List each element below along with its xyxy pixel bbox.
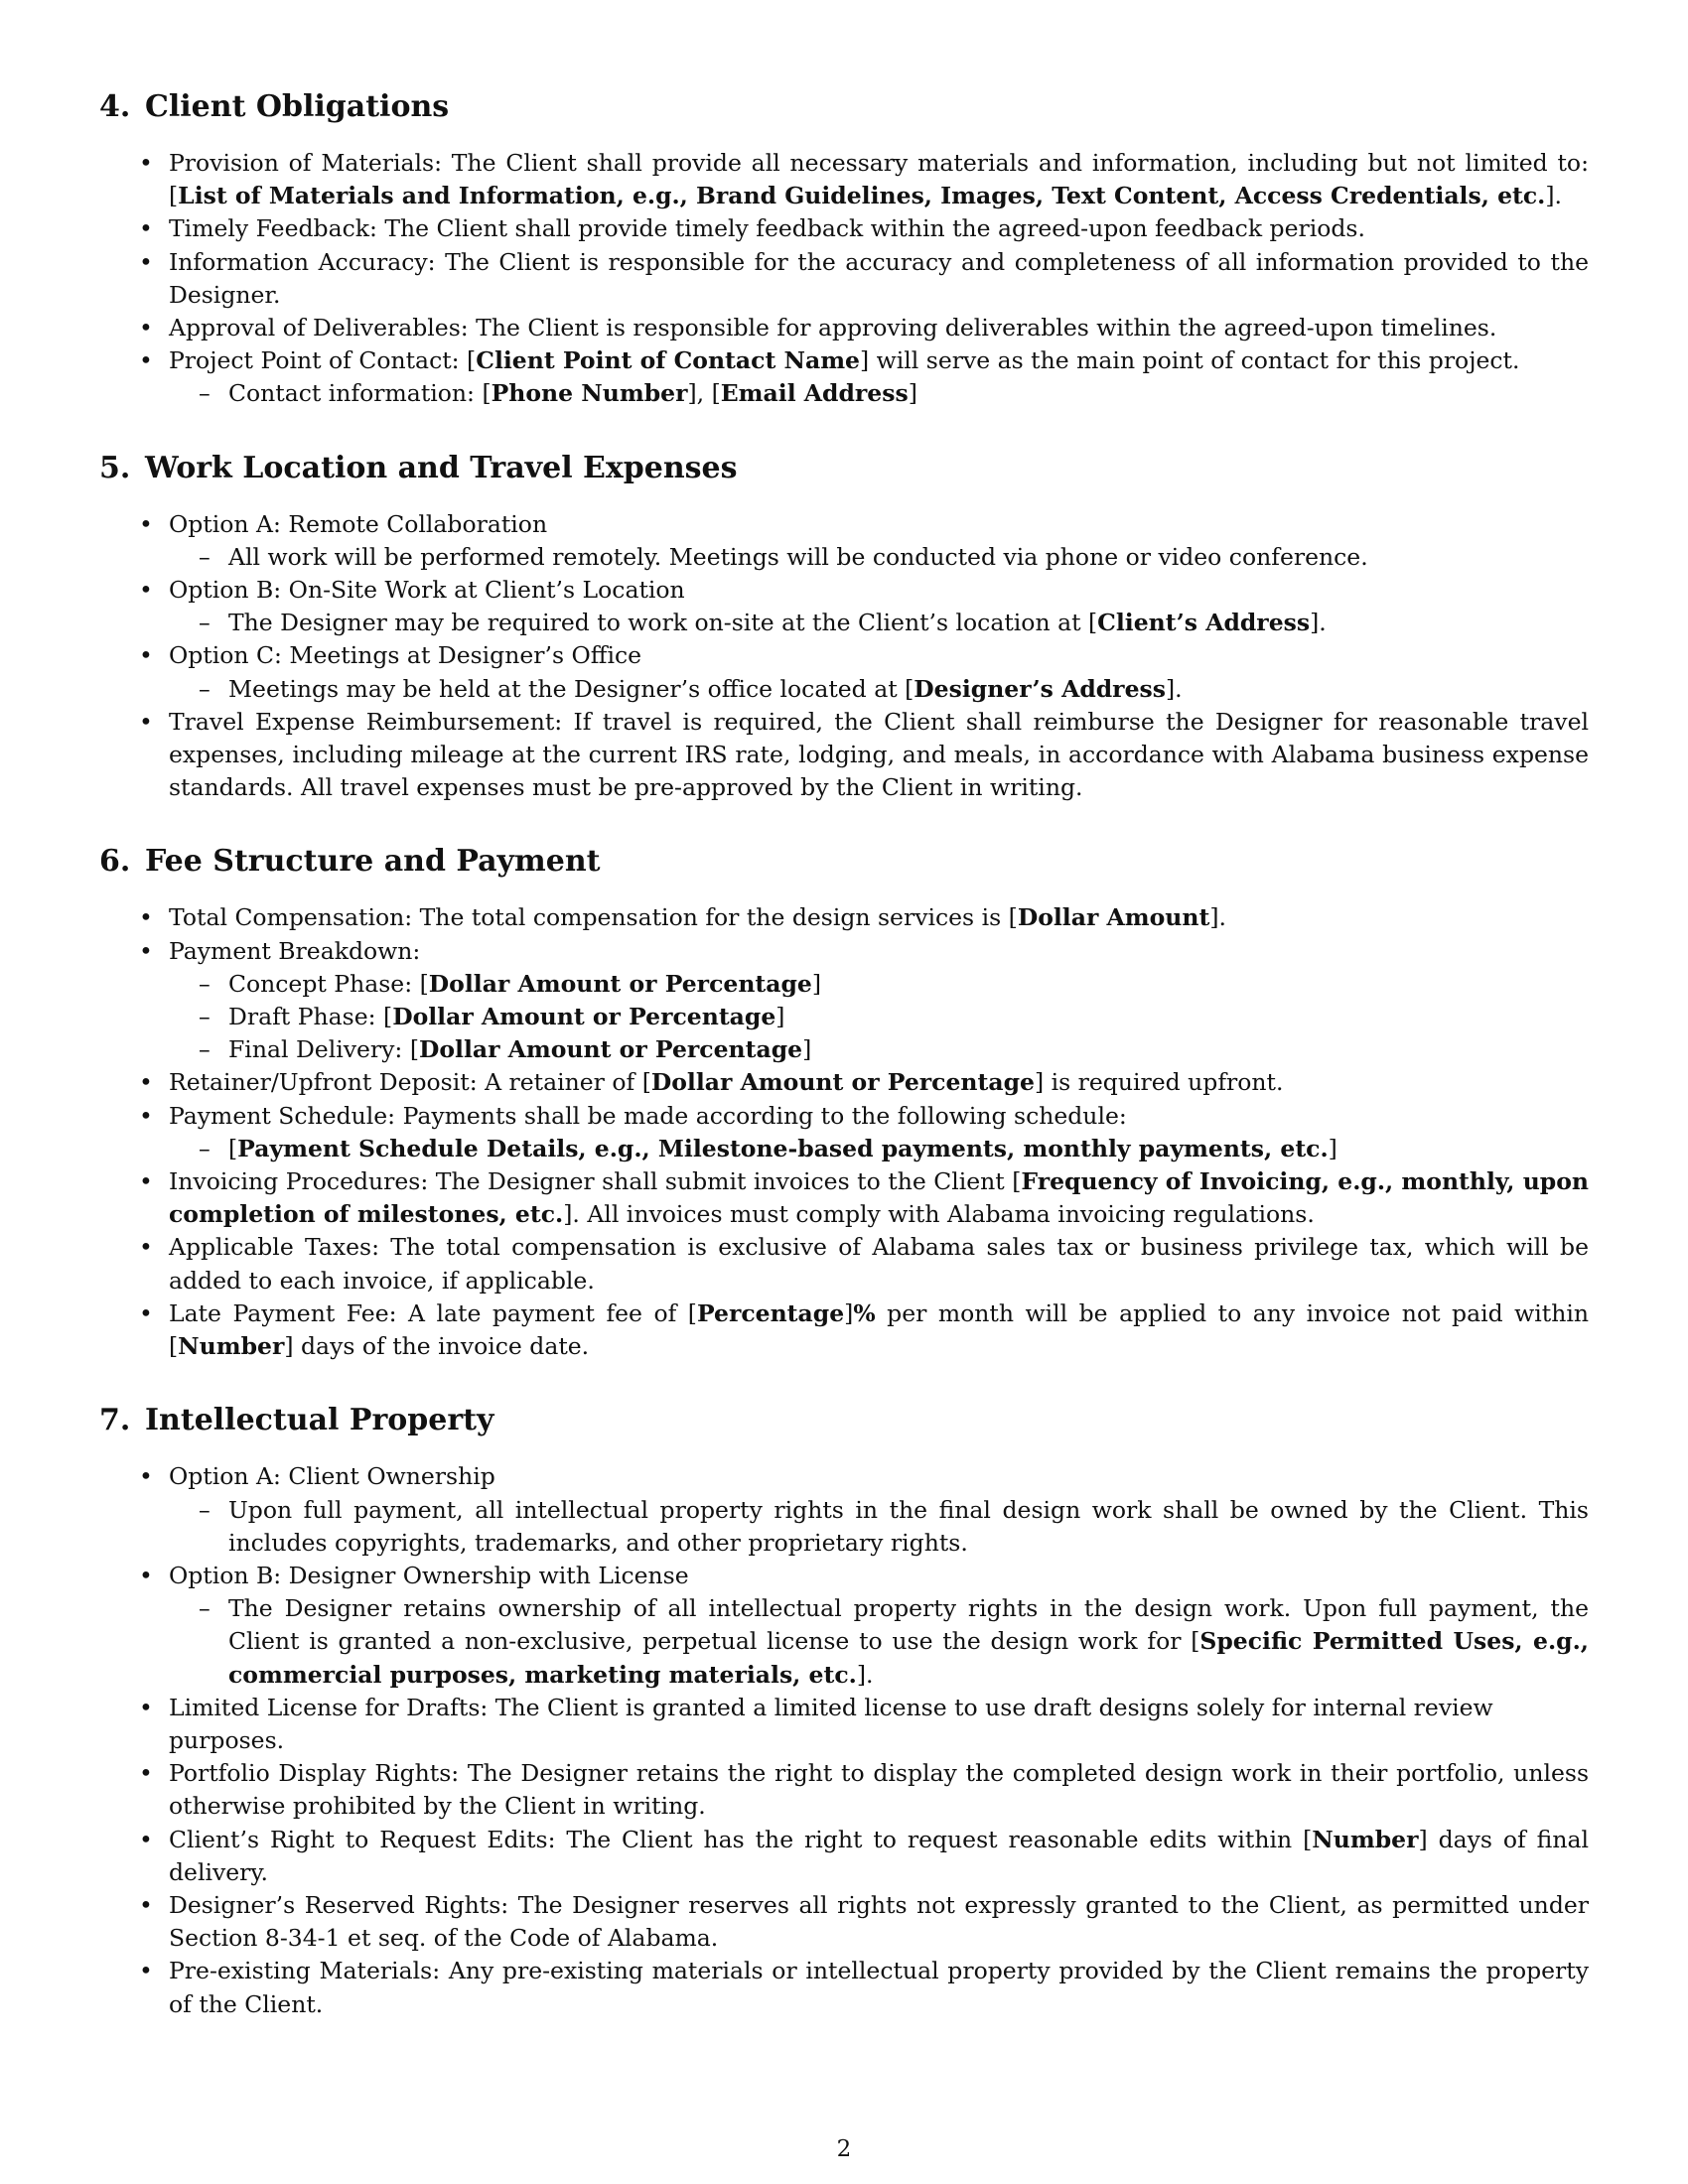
list-item: • Travel Expense Reimbursement: If travel is required, the Client shall reimburse the Designer for reasonable travel expenses, including mileage at the current IRS rate, lodging, and meals, in accordance with Alabama business expense standards. All travel expenses must be pre-approved by the Client in writing. [99,706,1589,805]
list-item: • Invoicing Procedures: The Designer shall submit invoices to the Client [Frequency of Invoicing, e.g., monthly, upon completion of milestones, etc.]. All invoices must comply with Alabama invoicing regulations. [99,1165,1589,1231]
sub-list [169,968,1589,1067]
sub-list-item: – Draft Phase: [Dollar Amount or Percentage] [169,1001,1589,1033]
sub-list-item: – The Designer may be required to work on-site at the Client’s location at [Client’s Address]. [169,607,1589,639]
sub-list [169,377,1589,410]
section-intellectual-property [99,1401,1589,2020]
sub-list-item: – Final Delivery: [Dollar Amount or Percentage] [169,1033,1589,1066]
list-item: • Retainer/Upfront Deposit: A retainer of [Dollar Amount or Percentage] is required upfront. [99,1066,1589,1099]
sub-list-item: – Concept Phase: [Dollar Amount or Percentage] [169,968,1589,1001]
section-work-location [99,449,1589,805]
sub-list [169,673,1589,706]
list-item: • Option B: On-Site Work at Client’s Location – The Designer may be required to work on-site at the Client’s location at [Client’s Address]. [99,574,1589,639]
list-item: • Pre-existing Materials: Any pre-existing materials or intellectual property provided by the Client remains the property of the Client. [99,1955,1589,2020]
sub-list-item: – All work will be performed remotely. Meetings will be conducted via phone or video conference. [169,541,1589,574]
section-heading: 7. Intellectual Property [99,1403,494,1438]
list-item: • Applicable Taxes: The total compensation is exclusive of Alabama sales tax or business privilege tax, which will be added to each invoice, if applicable. [99,1231,1589,1297]
page-number: 2 [836,2136,852,2162]
sub-list-item: – Contact information: [Phone Number], [Email Address] [169,377,1589,410]
list-item: • Project Point of Contact: [Client Point of Contact Name] will serve as the main point of contact for this project. – Contact information: [Phone Number], [Email Address] [99,344,1589,410]
bullet-list [99,147,1589,411]
list-item: • Approval of Deliverables: The Client is responsible for approving deliverables within the agreed-upon timelines. [99,312,1589,344]
sub-list [169,1133,1589,1165]
sub-list-item: – Meetings may be held at the Designer’s office located at [Designer’s Address]. [169,673,1589,706]
bullet-list [99,508,1589,805]
bullet-list [99,1460,1589,2020]
sub-list [169,541,1589,574]
list-item: • Late Payment Fee: A late payment fee of [Percentage]% per month will be applied to any invoice not paid within [Number] days of the invoice date. [99,1297,1589,1363]
section-heading: 6. Fee Structure and Payment [99,844,601,880]
list-item: • Limited License for Drafts: The Client is granted a limited license to use draft designs solely for internal review purposes. [99,1692,1589,1757]
sub-list [169,1494,1589,1560]
sub-list [169,1592,1589,1692]
list-item: • Portfolio Display Rights: The Designer retains the right to display the completed design work in their portfolio, unless otherwise prohibited by the Client in writing. [99,1757,1589,1823]
list-item: • Information Accuracy: The Client is responsible for the accuracy and completeness of all information provided to the Designer. [99,246,1589,312]
list-item: • Option C: Meetings at Designer’s Office – Meetings may be held at the Designer’s office located at [Designer’s Address]. [99,639,1589,705]
list-item: • Total Compensation: The total compensation for the design services is [Dollar Amount]. [99,901,1589,934]
sub-list-item: – [Payment Schedule Details, e.g., Milestone-based payments, monthly payments, etc.] [169,1133,1589,1165]
list-item: • Designer’s Reserved Rights: The Designer reserves all rights not expressly granted to the Client, as permitted under Section 8-34-1 et seq. of the Code of Alabama. [99,1889,1589,1955]
sub-list-item: – The Designer retains ownership of all intellectual property rights in the design work. Upon full payment, the Client is granted a non-exclusive, perpetual license to use the design work for [Specific Permitted Uses, e.g., commercial purposes, marketing materials, etc.]. [169,1592,1589,1692]
list-item: • Payment Schedule: Payments shall be made according to the following schedule: – [Payment Schedule Details, e.g., Milestone-based payments, monthly payments, etc.] [99,1100,1589,1165]
list-item: • Option A: Client Ownership – Upon full payment, all intellectual property rights in the final design work shall be owned by the Client. This includes copyrights, trademarks, and other proprietary rights. [99,1460,1589,1560]
document-page [99,87,1589,2059]
section-fee-structure [99,842,1589,1363]
list-item: • Option B: Designer Ownership with License – The Designer retains ownership of all intellectual property rights in the design work. Upon full payment, the Client is granted a non-exclusive, perpetual license to use the design work for [Specific Permitted Uses, e.g., commercial purposes, marketing materials, etc.]. [99,1560,1589,1692]
section-client-obligations [99,87,1589,411]
list-item: • Provision of Materials: The Client shall provide all necessary materials and information, including but not limited to: [List of Materials and Information, e.g., Brand Guidelines, Images, Text Content, Access Credentials, etc.]. [99,147,1589,212]
list-item: • Payment Breakdown: – Concept Phase: [Dollar Amount or Percentage] – Draft Phase: [Dollar Amount or Percentage] – Final Delivery: [Dollar Amount or Percentage] [99,935,1589,1067]
list-item: • Option A: Remote Collaboration – All work will be performed remotely. Meetings will be conducted via phone or video conference. [99,508,1589,574]
bullet-list [99,901,1589,1363]
list-item: • Timely Feedback: The Client shall provide timely feedback within the agreed-upon feedback periods. [99,212,1589,245]
list-item: • Client’s Right to Request Edits: The Client has the right to request reasonable edits within [Number] days of final delivery. [99,1824,1589,1889]
section-heading: 4. Client Obligations [99,89,450,124]
sub-list [169,607,1589,639]
section-heading: 5. Work Location and Travel Expenses [99,450,738,485]
sub-list-item: – Upon full payment, all intellectual property rights in the final design work shall be owned by the Client. This includes copyrights, trademarks, and other proprietary rights. [169,1494,1589,1560]
